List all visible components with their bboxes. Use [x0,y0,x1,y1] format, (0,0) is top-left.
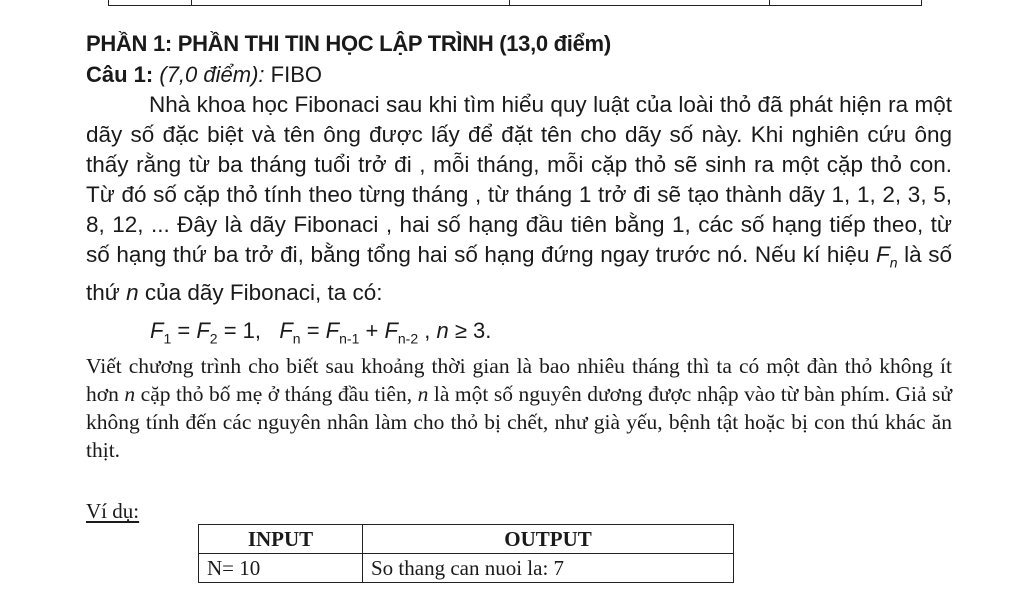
description-text-2: là số thứ [86,242,952,305]
task-description: Viết chương trình cho biết sau khoảng thời gian là bao nhiêu tháng thì ta có một đàn thỏ không ít hơn n cặp thỏ bố mẹ ở tháng đầu tiên, n là một số nguyên dương được nhập vào từ bàn phím. Giả sử không tính đến các nguyên nhân làm cho thỏ bị chết, như già yếu, bệnh tật hoặc bị con thú khác ăn thịt. [86,354,953,462]
question-points: (7,0 điểm): [159,62,265,87]
question-title [86,62,322,88]
symbol-n: n [417,382,429,406]
table-divider [769,0,770,5]
output-cell: So thang can nuoi la: 7 [363,554,734,583]
output-header: OUTPUT [363,525,734,554]
question-label: Câu 1: [86,62,154,87]
problem-description [86,90,952,308]
fibonacci-formula: $F_1 = F_2 = 1$, $F_n = F_{n-1} + F_{n-2}$ , n ≥ 3. [150,318,492,347]
section-heading: PHẦN 1: PHẦN THI TIN HỌC LẬP TRÌNH (13,0 điểm) [86,31,611,56]
input-header: INPUT [199,525,363,554]
symbol-n: n [124,382,136,406]
table-divider [191,0,192,5]
description-text-3: của dãy Fibonaci, ta có: [144,279,383,305]
input-cell: N= 10 [199,554,363,583]
symbol-fn: $F_n$ [875,242,898,271]
table-header-row [199,525,734,554]
symbol-n: n [126,279,139,305]
table-row [199,554,734,583]
table-divider [509,0,510,5]
description-text: Nhà khoa học Fibonaci sau khi tìm hiểu quy luật của loài thỏ đã phát hiện ra một dãy số đặc biệt và tên ông được lấy để đặt tên cho dãy số này. Khi nghiên cứu ông thấy rằng từ ba tháng tuổi trở đi , mỗi tháng, mỗi cặp thỏ sẽ sinh ra một cặp thỏ con. Từ đó số cặp thỏ tính theo từng tháng , từ tháng 1 trở đi sẽ tạo thành dãy 1, 1, 2, 3, 5, 8, 12, ... Đây là dãy Fibonaci , hai số hạng đầu tiên bằng 1, các số hạng tiếp theo, từ số hạng thứ ba trở đi, bằng tổng hai số hạng đứng ngay trước nó. Nếu kí hiệu [86,92,952,267]
example-label: Ví dụ: [86,499,140,523]
previous-table-fragment [108,0,922,6]
question-name: FIBO [270,62,322,87]
example-io-table [198,524,734,583]
